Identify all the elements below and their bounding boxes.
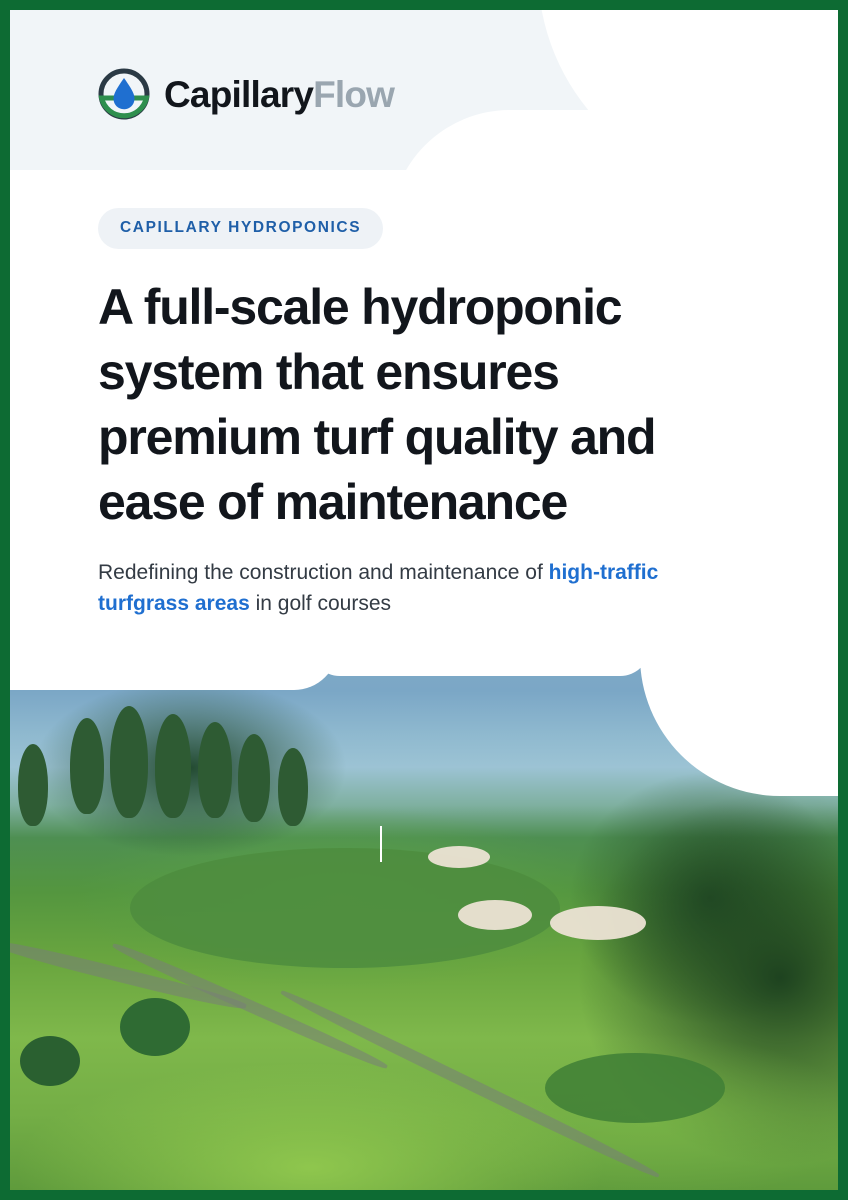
subtitle (98, 557, 708, 619)
putting-green-shape (545, 1053, 725, 1123)
tree-shape (278, 748, 308, 826)
tree-shape (18, 744, 48, 826)
bunker-shape (458, 900, 532, 930)
tree-shape (120, 998, 190, 1056)
tree-shape (155, 714, 191, 818)
flag-pole-shape (380, 826, 382, 862)
page-title: A full-scale hydroponic system that ensures premium turf quality and ease of maintenance (98, 279, 656, 530)
tree-shape (238, 734, 270, 822)
brand-name-primary: Capillary (164, 73, 314, 115)
header-curve-bottom-decoration (390, 110, 838, 170)
photo-curve-left-decoration (10, 648, 338, 690)
brand-logo[interactable] (98, 68, 394, 120)
subtitle-lead: Redefining the construction and maintenance of (98, 561, 543, 584)
hero-image (10, 648, 838, 1190)
category-badge: CAPILLARY HYDROPONICS (98, 208, 383, 249)
brand-name-secondary: Flow (313, 73, 395, 115)
photo-curve-right-decoration (640, 648, 838, 796)
brand-wordmark (164, 73, 395, 115)
tree-shape (70, 718, 104, 814)
photo-curve-mid-decoration (310, 648, 650, 676)
bunker-shape (428, 846, 490, 868)
subtitle-highlight: high-traffic turfgrass areas (98, 561, 659, 616)
document-page (10, 10, 838, 1190)
content-area (10, 170, 838, 619)
bunker-shape (550, 906, 646, 940)
subtitle-tail: in golf courses (255, 592, 391, 616)
hero-image-photo (10, 648, 838, 1190)
tree-shape (20, 1036, 80, 1086)
tree-shape (110, 706, 148, 818)
tree-shape (198, 722, 232, 818)
water-drop-logo-icon (98, 68, 150, 120)
